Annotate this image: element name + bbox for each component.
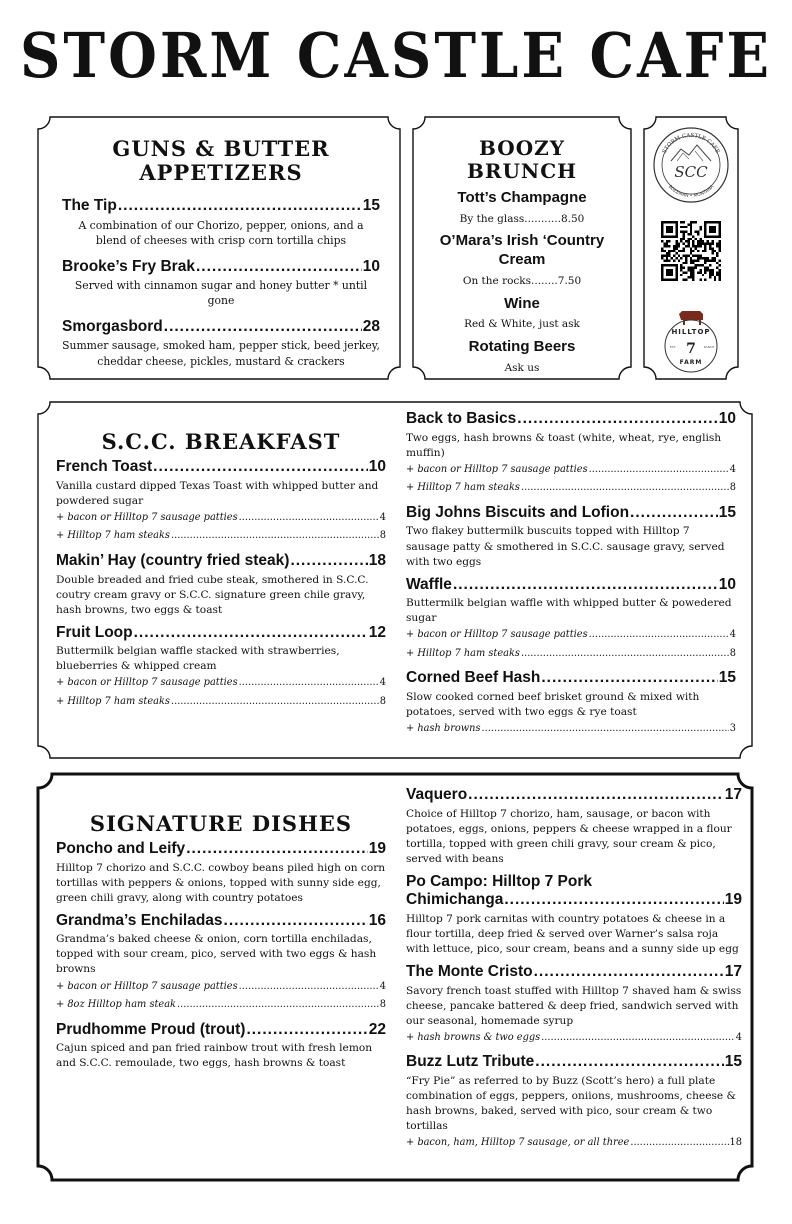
appetizers-heading-line1: GUNS & BUTTER [112, 136, 330, 161]
dot-leader [134, 624, 368, 643]
menu-item-name: Smorgasbord [62, 317, 163, 335]
dot-leader [521, 479, 729, 498]
menu-item [56, 1021, 386, 1072]
menu-item [56, 912, 386, 1015]
dot-leader [534, 963, 724, 982]
addon-name: + Hilltop 7 ham steaks [406, 482, 520, 494]
drink-detail: By the glass...........8.50 [459, 212, 585, 225]
dot-leader [239, 674, 379, 693]
dot-leader [504, 891, 723, 910]
menu-item-name: Brooke’s Fry Brak [62, 257, 195, 275]
menu-item-name: French Toast [56, 458, 153, 476]
addon-price: 4 [379, 980, 386, 992]
breakfast-left-list [56, 458, 386, 711]
menu-item-addon [406, 645, 736, 664]
menu-item [62, 318, 380, 369]
menu-item-addon [56, 693, 386, 712]
addon-price: 4 [729, 629, 736, 641]
menu-item-addon [406, 626, 736, 645]
menu-item-price: 10 [362, 257, 380, 275]
signature-right-list [406, 786, 742, 1153]
addon-name: + bacon or Hilltop 7 sausage patties [406, 629, 588, 641]
addon-name: + bacon or Hilltop 7 sausage patties [406, 463, 588, 475]
menu-item-price: 28 [362, 317, 380, 335]
breakfast-section [36, 400, 754, 760]
menu-item-addon [406, 720, 736, 739]
breakfast-heading: S.C.C. BREAKFAST [101, 429, 341, 454]
drink-detail: Ask us [504, 361, 540, 374]
menu-item-header [56, 458, 386, 477]
menu-item-price: 22 [368, 1020, 386, 1038]
scc-logo-top-text: STORM CASTLE CAFE [661, 132, 721, 155]
menu-item-description: Hilltop 7 pork carnitas with country potatoes & cheese in a flour tortilla, deep fried & served over Warner’s salsa roja with lettuce, pico, sour cream, beans and a sunny side up egg [406, 912, 739, 955]
dot-leader [468, 786, 724, 805]
dot-leader [482, 720, 729, 739]
menu-item-addon [406, 461, 736, 480]
menu-item-description: Summer sausage, smoked ham, pepper stick, beed jerkey, cheddar cheese, pickles, mustard & crackers [62, 339, 380, 368]
menu-item-name: The Tip [62, 197, 117, 215]
dot-leader [589, 626, 729, 645]
menu-item-price: 10 [368, 458, 386, 476]
menu-item-header [56, 912, 386, 931]
menu-item-description: Grandma’s baked cheese & onion, corn tortilla enchiladas, topped with sour cream, pico, served with two eggs & hash browns [56, 933, 377, 976]
menu-item-name: Vaquero [406, 786, 468, 803]
hilltop-farm-logo [642, 298, 740, 378]
hilltop-logo-name: HILLTOP [671, 328, 711, 336]
dot-leader [224, 912, 368, 931]
dot-leader [239, 509, 379, 528]
dot-leader [521, 645, 729, 664]
dot-leader [153, 458, 368, 477]
appetizer-list [62, 197, 380, 369]
addon-price: 3 [729, 723, 736, 735]
drink-detail: Red & White, just ask [464, 318, 580, 331]
dot-leader [589, 461, 729, 480]
boozy-heading: BOOZY BRUNCH [466, 136, 578, 183]
menu-item [56, 840, 386, 906]
signature-left-list [56, 840, 386, 1071]
menu-item-price: 17 [724, 963, 742, 980]
addon-price: 4 [729, 463, 736, 475]
addon-name: + Hilltop 7 ham steaks [56, 530, 170, 542]
menu-item-name-line1 [406, 873, 742, 892]
menu-item-price: 12 [368, 623, 386, 641]
menu-item [406, 669, 736, 738]
drink-name: Rotating Beers [468, 338, 576, 356]
boozy-brunch-section [411, 115, 633, 381]
dot-leader [541, 669, 717, 688]
menu-item-header [62, 258, 380, 277]
menu-item-description: Cajun spiced and pan fried rainbow trout with fresh lemon and S.C.C. remoulade, two eggs, hash browns & toast [56, 1042, 373, 1070]
menu-item-header [406, 576, 736, 595]
hilltop-logo-farm: FARM [679, 359, 703, 366]
dot-leader [453, 576, 718, 595]
dot-leader [517, 410, 717, 429]
menu-item-addon [56, 509, 386, 528]
menu-item-header [56, 624, 386, 643]
addon-name: + bacon, ham, Hilltop 7 sausage, or all three [406, 1137, 630, 1149]
addon-price: 4 [379, 511, 386, 523]
addon-price: 8 [729, 482, 736, 494]
menu-item-price: 17 [724, 786, 742, 803]
drink-detail: On the rocks........7.50 [462, 274, 582, 287]
menu-item [406, 963, 742, 1047]
menu-item-description: A combination of our Chorizo, pepper, onions, and a blend of cheeses with crisp corn tortilla chips [78, 218, 364, 248]
menu-item-name: The Monte Cristo [406, 963, 533, 980]
dot-leader [171, 693, 379, 712]
qr-code[interactable] [642, 221, 740, 281]
addon-price: 4 [735, 1031, 742, 1043]
signature-heading: SIGNATURE DISHES [89, 811, 353, 836]
menu-item-header [406, 891, 742, 910]
menu-item-price: 15 [724, 1053, 742, 1071]
menu-item-header [406, 963, 742, 982]
svg-text:STORM CASTLE CAFE [662, 133, 720, 155]
dot-leader [118, 197, 362, 216]
menu-item-description: Choice of Hilltop 7 chorizo, ham, sausage, or bacon with potatoes, eggs, onions, peppers & cheese wrapped in a flour tortilla, topped with green chili gravy, sour cream & pico, served with beans [406, 807, 732, 865]
addon-name: + bacon or Hilltop 7 sausage patties [56, 677, 238, 689]
addon-name: + Hilltop 7 ham steaks [406, 647, 520, 659]
menu-item-name: Makin’ Hay (country fried steak) [56, 552, 290, 570]
logos-section [642, 115, 740, 381]
hilltop-logo-left: EST. [669, 345, 677, 349]
appetizers-section [36, 115, 402, 381]
menu-item-header [62, 197, 380, 216]
cafe-title: STORM CASTLE CAFE [19, 19, 773, 93]
addon-name: + bacon or Hilltop 7 sausage patties [56, 980, 238, 992]
menu-item-description: Served with cinnamon sugar and honey butter * until gone [74, 279, 368, 308]
dot-leader [164, 318, 362, 337]
menu-item-header [56, 552, 386, 571]
menu-item-header [56, 840, 386, 859]
menu-item-name: Big Johns Biscuits and Lofion [406, 503, 630, 521]
menu-item-addon [56, 674, 386, 693]
menu-item-header [406, 669, 736, 688]
menu-item-description: Buttermilk belgian waffle stacked with strawberries, blueberries & whipped cream [56, 645, 340, 673]
menu-item [406, 410, 736, 498]
hilltop-logo-right: RANCH [703, 345, 715, 349]
menu-item-addon [406, 479, 736, 498]
menu-item-header [62, 318, 380, 337]
menu-item-header [406, 504, 736, 523]
menu-item-description: Slow cooked corned beef brisket ground & mixed with potatoes, served with two eggs & rye toast [406, 691, 700, 719]
menu-item-price: 18 [368, 552, 386, 570]
menu-item-header [56, 1021, 386, 1040]
dot-leader [171, 527, 379, 546]
menu-item-description: Hilltop 7 chorizo and S.C.C. cowboy beans piled high on corn tortillas with peppers & onions, topped with sunny side egg, green chili gravy, along with country potatoes [56, 861, 386, 904]
menu-item [56, 458, 386, 546]
menu-item-price: 15 [718, 503, 736, 521]
addon-price: 4 [379, 677, 386, 689]
dot-leader [541, 1029, 735, 1048]
menu-item [406, 873, 742, 957]
menu-item-description: Savory french toast stuffed with Hilltop 7 shaved ham & swiss cheese, pancake battered & deep fried, sandwich served with our seasonal, homemade syrup [406, 984, 742, 1027]
menu-item-price: 19 [724, 891, 742, 909]
addon-name: + bacon or Hilltop 7 sausage patties [56, 511, 238, 523]
addon-name: + hash browns & two eggs [406, 1031, 541, 1043]
menu-item-header [406, 410, 736, 429]
menu-item-price: 10 [718, 410, 736, 427]
dot-leader [239, 978, 379, 997]
menu-item [406, 786, 742, 867]
menu-item-name: Fruit Loop [56, 623, 133, 641]
menu-item-description: Buttermilk belgian waffle with whipped butter & powedered sugar [406, 597, 732, 625]
drink-name: O’Mara’s Irish ‘Country Cream [439, 232, 605, 269]
addon-name: + Hilltop 7 ham steaks [56, 695, 170, 707]
menu-item-price: 10 [718, 575, 736, 593]
menu-item-addon [56, 527, 386, 546]
menu-item-description: Two flakey buttermilk buscuits topped with Hilltop 7 sausage patty & smothered in S.C.C. sausage gravy, served with two eggs [406, 525, 725, 568]
dot-leader [290, 552, 367, 571]
menu-item-addon [56, 996, 386, 1015]
menu-item [406, 504, 736, 570]
menu-item-name: Chimichanga [406, 891, 504, 909]
menu-item-name: Prudhomme Proud (trout) [56, 1020, 246, 1038]
scc-logo [642, 125, 740, 205]
menu-item-price: 15 [718, 669, 736, 687]
menu-item-header [406, 786, 742, 805]
drink-list [423, 189, 621, 376]
drink-name: Wine [504, 294, 540, 312]
dot-leader [246, 1021, 367, 1040]
addon-price: 18 [729, 1137, 742, 1149]
menu-item-description: “Fry Pie” as referred to by Buzz (Scott’s hero) a full plate combination of eggs, peppers, oniions, mushrooms, cheese & hash browns, baked, served with pico, sour cream & two tortillas [406, 1074, 736, 1132]
menu-item [406, 576, 736, 664]
appetizers-heading [62, 137, 380, 185]
appetizers-heading-line2: APPETIZERS [139, 160, 303, 186]
menu-item-addon [406, 1029, 742, 1048]
menu-item-description: Two eggs, hash browns & toast (white, wheat, rye, english muffin) [406, 431, 722, 459]
menu-item-name: Back to Basics [406, 410, 517, 427]
addon-price: 8 [729, 647, 736, 659]
menu-item-name: Grandma’s Enchiladas [56, 911, 223, 929]
hilltop-logo-number: 7 [686, 341, 696, 357]
breakfast-right-list [406, 410, 736, 739]
menu-item-addon [406, 1134, 742, 1153]
menu-item [62, 258, 380, 309]
menu-item-name: Buzz Lutz Tribute [406, 1053, 535, 1071]
dot-leader [186, 840, 368, 859]
menu-item-name: Poncho and Leify [56, 840, 186, 858]
menu-item-price: 15 [362, 197, 380, 215]
drink-name: Tott’s Champagne [457, 189, 587, 206]
addon-price: 8 [379, 695, 386, 707]
addon-name: + 8oz Hilltop ham steak [56, 999, 176, 1011]
menu-item-description: Double breaded and fried cube steak, smothered in S.C.C. coutry cream gravy or S.C.C. signature green chile gravy, hash browns, two eggs & toast [56, 573, 369, 616]
menu-item-price: 16 [368, 911, 386, 929]
scc-logo-bottom-text: BOZEMAN • MONTANA [666, 184, 716, 200]
dot-leader [630, 1134, 728, 1153]
menu-item-header [406, 1053, 742, 1072]
menu-item-name-prefix: Po Campo: Hilltop 7 Pork [406, 872, 593, 890]
menu-item-price: 19 [368, 840, 386, 858]
menu-item-name: Corned Beef Hash [406, 669, 541, 687]
menu-item-name: Waffle [406, 575, 452, 593]
dot-leader [196, 258, 362, 277]
menu-item [56, 624, 386, 712]
dot-leader [535, 1053, 723, 1072]
scc-logo-mark: SCC [674, 163, 708, 181]
menu-item [56, 552, 386, 618]
menu-item-addon [56, 978, 386, 997]
addon-price: 8 [379, 999, 386, 1011]
signature-section [36, 772, 754, 1182]
svg-text:BOZEMAN • MONTANA [667, 183, 716, 199]
addon-name: + hash browns [406, 723, 481, 735]
dot-leader [177, 996, 379, 1015]
menu-item-description: Vanilla custard dipped Texas Toast with whipped butter and powdered sugar [56, 479, 379, 507]
dot-leader [630, 504, 718, 523]
cow-icon [679, 311, 703, 325]
addon-price: 8 [379, 530, 386, 542]
menu-item [62, 197, 380, 248]
menu-item [406, 1053, 742, 1152]
